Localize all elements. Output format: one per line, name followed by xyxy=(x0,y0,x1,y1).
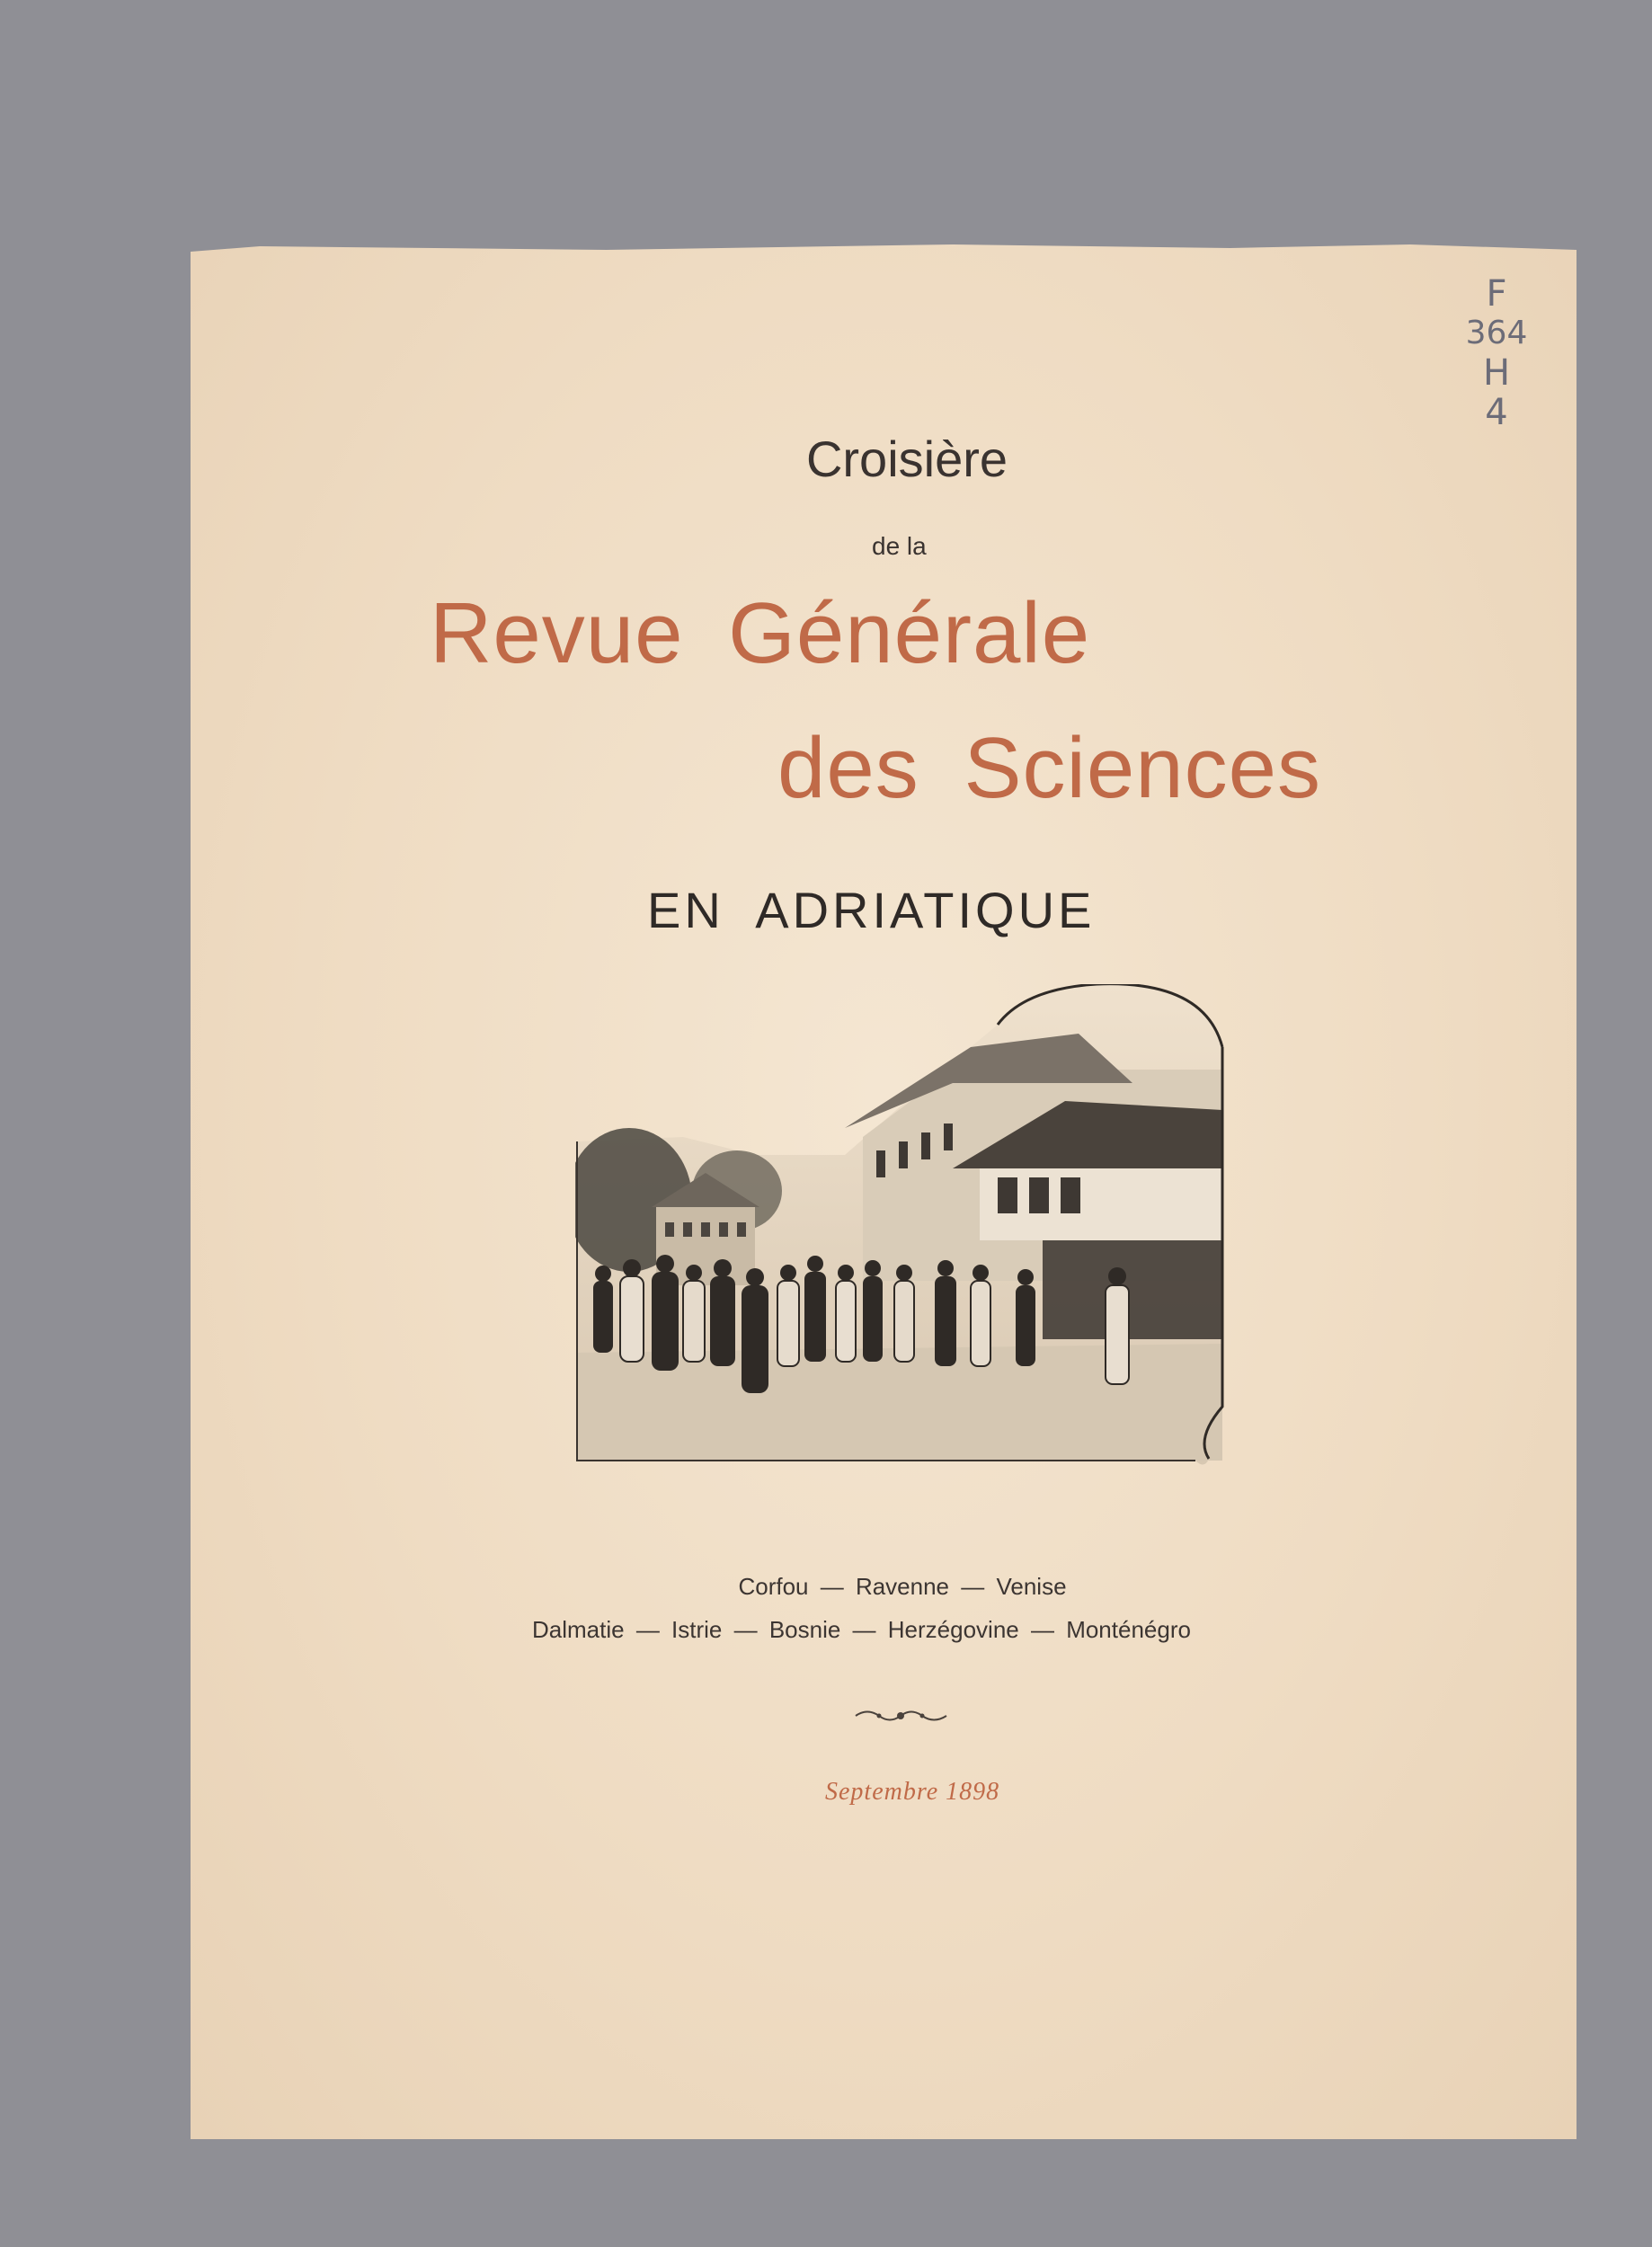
title-revue-generale: Revue Générale xyxy=(430,585,1091,681)
title-croisiere: Croisière xyxy=(805,431,1008,487)
street-scene-photo-icon xyxy=(575,984,1227,1483)
title-des-sciences: des Sciences xyxy=(777,720,1321,816)
shelfmark-annotation xyxy=(1465,274,1528,432)
shelfmark-line: 364 xyxy=(1465,315,1528,351)
places-line-1: Corfou — Ravenne — Venise xyxy=(738,1573,1067,1600)
places-line-2: Dalmatie — Istrie — Bosnie — Herzégovine — Monténégro xyxy=(532,1616,1191,1643)
publication-date: Septembre 1898 xyxy=(825,1778,1000,1806)
title-en-adriatique: EN ADRIATIQUE xyxy=(647,882,1096,938)
shelfmark-line: 4 xyxy=(1485,392,1508,433)
title-de-la: de la xyxy=(872,532,927,560)
shelfmark-line: F xyxy=(1486,273,1507,315)
fleuron-ornament-icon xyxy=(854,1706,948,1726)
shelfmark-line: H xyxy=(1482,352,1511,394)
